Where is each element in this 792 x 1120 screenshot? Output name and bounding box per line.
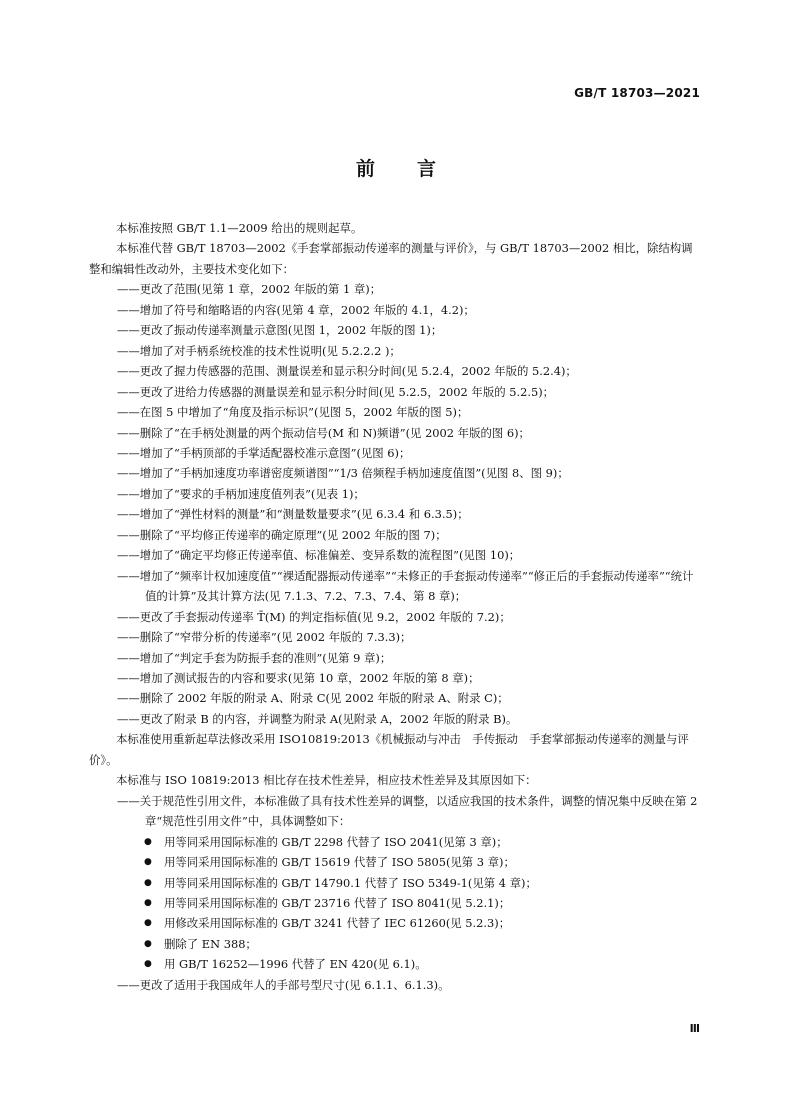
bullet-item: ● 用等同采用国际标准的 GB/T 23716 代替了 ISO 8041(见 5.2.1)； [89,893,702,913]
list-item: ——增加了符号和缩略语的内容(见第 4 章，2002 年版的 4.1，4.2)； [117,302,475,317]
bullet-item: ● 用等同采用国际标准的 GB/T 2298 代替了 ISO 2041(见第 3 章)； [89,832,702,852]
list-item: ——更改了附录 B 的内容，并调整为附录 A(见附录 A，2002 年版的附录 B)。 [117,711,518,726]
list-item: ——增加了测试报告的内容和要求(见第 10 章，2002 年版的第 8 章)； [117,670,480,685]
list-item: ——更改了握力传感器的范围、测量误差和显示积分时间(见 5.2.4，2002 年版的 5.2.4)； [117,364,577,379]
list-item: ——关于规范性引用文件，本标准做了具有技术性差异的调整，以适应我国的技术条件，调整的情况集中反映在第 2 章“规范性引用文件”中，具体调整如下： [117,793,698,829]
paragraph-differences: 本标准与 ISO 10819:2013 相比存在技术性差异，相应技术性差异及其原因如下： [116,773,537,788]
list-item: ——更改了适用于我国成年人的手部号型尺寸(见 6.1.1、6.1.3)。 [117,977,450,992]
list-item: ——删除了“平均修正传递率的确定原理”(见 2002 年版的图 7)； [117,527,447,542]
page-title: 前言 [355,158,478,180]
list-item: ——增加了“手柄顶部的手掌适配器校准示意图”(见图 6)； [117,445,411,460]
paragraph-adoption: 本标准使用重新起草法修改采用 ISO10819:2013《机械振动与冲击 手传振动 手套掌部振动传递率的测量与评价》。 [89,732,689,767]
bullet-item: ● 删除了 EN 388； [89,934,702,954]
list-item: ——更改了振动传递率测量示意图(见图 1，2002 年版的图 1)； [117,323,443,338]
paragraph-drafting-rules: 本标准按照 GB/T 1.1—2009 给出的规则起草。 [116,221,363,235]
page-number: Ⅲ [689,1022,700,1035]
list-item: ——增加了对手柄系统校准的技术性说明(见 5.2.2.2 )； [117,343,401,358]
list-item: ——更改了范围(见第 1 章，2002 年版的第 1 章)； [117,282,382,297]
list-item: ——增加了“弹性材料的测量”和“测量数量要求”(见 6.3.4 和 6.3.5)； [117,507,469,522]
document-body [89,218,702,995]
bullet-item: ● 用修改采用国际标准的 GB/T 3241 代替了 IEC 61260(见 5.2.3)； [89,913,702,933]
list-item: ——增加了“确定平均修正传递率值、标准偏差、变异系数的流程图”(见图 10)； [117,548,521,563]
list-item: ——更改了手套振动传递率 T̄(M) 的判定指标值(见 9.2，2002 年版的 7.2)； [117,609,511,624]
list-item: ——增加了“要求的手柄加速度值列表”(见表 1)； [117,486,365,501]
list-item: ——删除了“在手柄处测量的两个振动信号(M 和 N)频谱”(见 2002 年版的图 6)； [117,425,530,440]
changes-list [89,279,702,729]
list-item: ——删除了 2002 年版的附录 A、附录 C(见 2002 年版的附录 A、附录 C)； [117,691,509,706]
list-item: ——增加了“频率计权加速度值”“裸适配器振动传递率”“未修正的手套振动传递率”“修正后的手套振动传递率”“统计值的计算”及其计算方法(见 7.1.3、7.2、7.3、7.4、第 8 章)； [117,568,694,604]
list-item: ——增加了“判定手套为防振手套的准则”(见第 9 章)； [117,650,392,665]
bullet-item: ● 用 GB/T 16252—1996 代替了 EN 420(见 6.1)。 [89,954,702,974]
list-item: ——更改了进给力传感器的测量误差和显示积分时间(见 5.2.5，2002 年版的 5.2.5)； [117,384,555,399]
paragraph-replacement: 本标准代替 GB/T 18703—2002《手套掌部振动传递率的测量与评价》，与 GB/T 18703—2002 相比，除结构调整和编辑性改动外，主要技术变化如下： [89,241,693,276]
bullet-item: ● 用等同采用国际标准的 GB/T 15619 代替了 ISO 5805(见第 3 章)； [89,852,702,872]
list-item: ——增加了“手柄加速度功率谱密度频谱图”“1/3 倍频程手柄加速度值图”(见图 8、图 9)； [117,466,569,481]
list-item: ——在图 5 中增加了“角度及指示标识”(见图 5，2002 年版的图 5)； [117,405,469,420]
list-item: ——删除了“窄带分析的传递率”(见 2002 年版的 7.3.3)； [117,630,412,645]
bullet-item: ● 用等同采用国际标准的 GB/T 14790.1 代替了 ISO 5349-1(见第 4 章)； [89,873,702,893]
bullet-list [89,832,702,975]
header-standard-code: GB/T 18703—2021 [574,86,700,100]
